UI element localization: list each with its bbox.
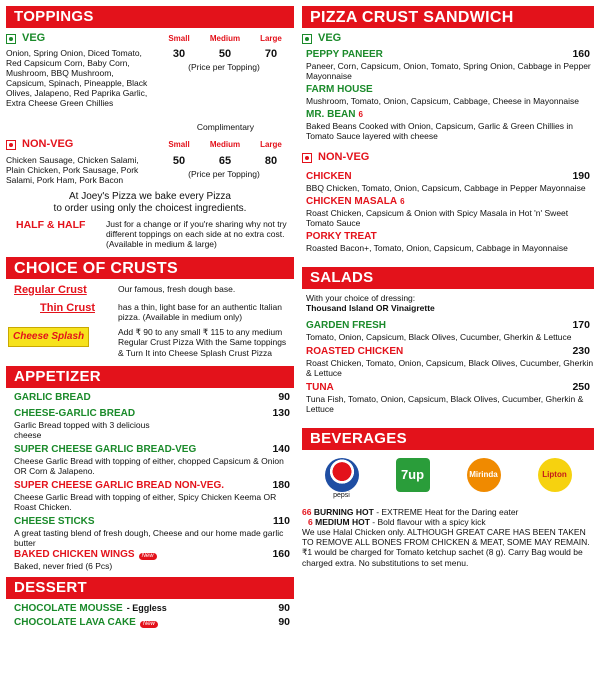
item-name: CHOCOLATE MOUSSE bbox=[14, 602, 123, 614]
left-column bbox=[6, 6, 294, 629]
item-name: PEPPY PANEER bbox=[306, 49, 383, 60]
item-desc: Mushroom, Tomato, Onion, Capsicum, Cabbage, Cheese in Mayonnaise bbox=[306, 96, 579, 107]
item-desc: Cheese Garlic Bread with topping of either, chopped Capsicum & Onion OR Corn & Jalapeno. bbox=[14, 455, 284, 476]
item-price: 130 bbox=[272, 406, 290, 419]
half-title: HALF & HALF bbox=[16, 218, 86, 231]
item-desc: Tuna Fish, Tomato, Onion, Capsicum, Black Olives, Cucumber, Gherkin & Lettuce bbox=[306, 394, 584, 415]
item-name: ROASTED CHICKEN bbox=[306, 346, 404, 358]
item-price: 90 bbox=[278, 615, 290, 628]
price-small: 50 bbox=[172, 154, 186, 167]
chili-icon: 6 bbox=[358, 110, 363, 120]
nonveg-size-headers bbox=[156, 140, 294, 150]
mirinda-logo bbox=[459, 458, 509, 500]
veg-toppings-block bbox=[6, 48, 294, 133]
item-suffix: - Eggless bbox=[126, 602, 167, 613]
cheese-splash-logo: Cheese Splash bbox=[8, 327, 89, 347]
item-desc: Roasted Bacon+, Tomato, Onion, Capsicum, Cabbage in Mayonnaise bbox=[306, 243, 568, 254]
sevenup-icon: 7up bbox=[396, 458, 430, 492]
nonveg-topping-prices bbox=[154, 155, 294, 168]
dessert-list bbox=[6, 602, 294, 629]
size-small: Small bbox=[168, 140, 190, 150]
burning-hot-note bbox=[302, 507, 594, 517]
disclaimer: We use Halal Chicken only. ALTHOUGH GREAT CARE HAS BEEN TAKEN TO REMOVE ALL BONES FROM CHICKEN & MEAT, SOME MAY REMAIN. ₹1 would be charged for Tomato ketchup sachet (8 g). Carry Bag would be charged extra. No substitutions to set menu. bbox=[302, 527, 590, 568]
item-desc: Paneer, Corn, Capsicum, Onion, Tomato, Spring Onion, Cabbage in Pepper Mayonnaise bbox=[306, 61, 591, 82]
list-item bbox=[306, 109, 594, 121]
pepsi-icon bbox=[325, 458, 359, 492]
sandwich-nonveg-list bbox=[302, 170, 594, 253]
new-badge: New bbox=[140, 621, 158, 628]
item-desc: Tomato, Onion, Capsicum, Black Olives, Cucumber, Gherkin & Lettuce bbox=[306, 332, 572, 343]
list-item bbox=[306, 231, 594, 243]
item-name: GARLIC BREAD bbox=[14, 391, 91, 403]
item-price: 140 bbox=[272, 442, 290, 455]
crust-text: Add ₹ 90 to any small ₹ 115 to any medium Regular Crust Pizza With the Same toppings & Turn It into Cheese Splash Crust Pizza bbox=[118, 327, 287, 358]
salads-list bbox=[302, 293, 594, 414]
toppings-nonveg-label: NON-VEG bbox=[22, 138, 74, 151]
chili-icon: 66 bbox=[302, 506, 312, 517]
crust-name: Regular Crust bbox=[14, 283, 87, 296]
item-name: FARM HOUSE bbox=[306, 84, 373, 96]
item-name: BAKED CHICKEN WINGS bbox=[14, 548, 135, 560]
item-name: PORKY TREAT bbox=[306, 231, 377, 243]
right-column bbox=[302, 6, 594, 568]
joey-line-2: to order using only the choicest ingredients. bbox=[53, 203, 247, 215]
salads-dressing: Thousand Island OR Vinaigrette bbox=[306, 303, 435, 314]
list-item bbox=[14, 443, 294, 456]
item-price: 90 bbox=[278, 390, 290, 403]
crust-cheese-splash bbox=[6, 327, 294, 358]
sevenup-logo bbox=[388, 458, 438, 500]
list-item bbox=[14, 391, 294, 404]
item-price: 250 bbox=[572, 381, 590, 394]
list-item bbox=[14, 602, 294, 615]
list-item bbox=[14, 479, 294, 492]
item-name: CHEESE-GARLIC BREAD bbox=[14, 407, 136, 419]
price-large: 80 bbox=[264, 154, 278, 167]
list-item bbox=[14, 515, 294, 528]
mirinda-icon: Mirinda bbox=[467, 458, 501, 492]
crust-regular bbox=[6, 284, 294, 297]
sandwich-nonveg-label: NON-VEG bbox=[318, 150, 370, 163]
sandwich-veg-label: VEG bbox=[318, 31, 342, 44]
list-item bbox=[306, 48, 594, 61]
drinks-row bbox=[302, 458, 594, 500]
size-large: Large bbox=[260, 33, 282, 43]
list-item bbox=[306, 345, 594, 358]
sandwich-veg-list bbox=[302, 48, 594, 141]
toppings-nonveg-row bbox=[6, 139, 294, 152]
chili-icon: 6 bbox=[308, 516, 313, 527]
list-item bbox=[14, 616, 294, 629]
toppings-header: TOPPINGS bbox=[6, 6, 294, 28]
item-name: MR. BEAN bbox=[306, 109, 356, 121]
item-desc: Roast Chicken, Tomato, Onion, Capsicum, Black Olives, Cucumber, Gherkin & Lettuce bbox=[306, 358, 594, 379]
item-desc: Roast Chicken, Capsicum & Onion with Spicy Masala in Hot 'n' Sweet Tomato Sauce bbox=[306, 208, 569, 229]
veg-size-headers bbox=[156, 34, 294, 44]
nonveg-mark-icon bbox=[302, 153, 312, 163]
item-desc: Baked, never fried (6 Pcs) bbox=[14, 560, 113, 571]
item-price: 160 bbox=[572, 48, 590, 60]
veg-price-note: (Price per Topping) bbox=[188, 62, 260, 73]
sandwich-veg-row bbox=[302, 32, 594, 45]
item-price: 170 bbox=[572, 319, 590, 332]
toppings-veg-row bbox=[6, 32, 294, 45]
nonveg-toppings-list: Chicken Sausage, Chicken Salami, Plain Chicken, Pork Sausage, Pork Salami, Pork Ham, Pork Bacon bbox=[6, 154, 139, 185]
veg-topping-prices bbox=[154, 48, 294, 61]
lipton-icon: Lipton bbox=[538, 458, 572, 492]
item-price: 180 bbox=[272, 478, 290, 491]
appetizer-header: APPETIZER bbox=[6, 366, 294, 388]
price-medium: 50 bbox=[218, 48, 232, 60]
joey-tagline bbox=[6, 191, 294, 216]
item-price: 160 bbox=[272, 547, 290, 560]
burning-title: BURNING HOT bbox=[313, 506, 374, 517]
size-medium: Medium bbox=[209, 140, 241, 150]
half-text: Just for a change or if you're sharing why not try different toppings on each side at no extra cost. (Available in medium & large) bbox=[106, 218, 287, 249]
sandwich-nonveg-row bbox=[302, 151, 594, 164]
appetizer-list bbox=[6, 391, 294, 571]
item-price: 110 bbox=[273, 514, 290, 527]
burning-text: - EXTREME Heat for the Daring eater bbox=[373, 506, 519, 517]
item-price: 190 bbox=[572, 170, 590, 183]
crusts-header: CHOICE OF CRUSTS bbox=[6, 257, 294, 279]
drink-label: pepsi bbox=[333, 492, 350, 500]
item-name: CHICKEN bbox=[306, 171, 352, 183]
price-medium: 65 bbox=[218, 154, 232, 167]
item-name: SUPER CHEESE GARLIC BREAD NON-VEG. bbox=[14, 479, 225, 491]
price-large: 70 bbox=[264, 48, 278, 60]
list-item bbox=[306, 381, 594, 394]
item-name: CHOCOLATE LAVA CAKE bbox=[14, 616, 136, 628]
complimentary-note: Complimentary bbox=[196, 122, 254, 133]
dessert-header: DESSERT bbox=[6, 577, 294, 599]
nonveg-toppings-block bbox=[6, 155, 294, 185]
footer-notes bbox=[302, 507, 594, 568]
list-item bbox=[306, 84, 594, 96]
list-item bbox=[14, 407, 294, 420]
crust-thin bbox=[6, 302, 294, 322]
medium-title: MEDIUM HOT bbox=[315, 516, 370, 527]
lipton-logo bbox=[530, 458, 580, 500]
item-name: GARDEN FRESH bbox=[306, 320, 387, 332]
item-name: CHICKEN MASALA bbox=[306, 196, 398, 208]
size-small: Small bbox=[168, 33, 190, 43]
list-item bbox=[306, 319, 594, 332]
veg-mark-icon bbox=[302, 34, 312, 44]
medium-hot-note bbox=[302, 517, 594, 527]
item-name: TUNA bbox=[306, 382, 334, 394]
nonveg-price-note: (Price per Topping) bbox=[188, 168, 260, 179]
item-desc: Baked Beans Cooked with Onion, Capsicum, Garlic & Green Chillies in Tomato Sauce layered with cheese bbox=[306, 121, 573, 142]
item-price: 90 bbox=[278, 601, 290, 614]
item-desc: Cheese Garlic Bread with topping of either, Spicy Chicken Keema OR Roast Chicken. bbox=[14, 491, 277, 512]
pepsi-logo bbox=[317, 458, 367, 500]
item-desc: BBQ Chicken, Tomato, Onion, Capsicum, Cabbage in Pepper Mayonnaise bbox=[306, 183, 586, 194]
size-medium: Medium bbox=[209, 33, 241, 43]
half-and-half bbox=[6, 219, 294, 249]
crust-name: Thin Crust bbox=[40, 301, 95, 314]
new-badge: New bbox=[139, 553, 157, 560]
veg-toppings-list: Onion, Spring Onion, Diced Tomato, Red Capsicum Corn, Baby Corn, Mushroom, BBQ Mushroom, Capsicum, Spinach, Pineapple, Black Olives, Jalapeno, Red Paprika Garlic, Extra Cheese Green Chillies bbox=[6, 48, 148, 109]
beverages-header: BEVERAGES bbox=[302, 428, 594, 450]
price-small: 30 bbox=[172, 48, 186, 60]
salads-intro: With your choice of dressing: bbox=[306, 293, 416, 304]
joey-line-1: At Joey's Pizza we bake every Pizza bbox=[69, 190, 231, 202]
chili-icon: 6 bbox=[400, 197, 405, 207]
crust-text: Our famous, fresh dough base. bbox=[118, 283, 236, 294]
size-large: Large bbox=[260, 140, 282, 150]
item-price: 230 bbox=[572, 345, 590, 358]
list-item bbox=[306, 196, 594, 208]
crust-text: has a thin, light base for an authentic Italian pizza. (Available in medium only) bbox=[118, 301, 282, 323]
veg-mark-icon bbox=[6, 34, 16, 44]
list-item bbox=[306, 170, 594, 183]
list-item bbox=[14, 548, 294, 561]
item-desc: A great tasting blend of fresh dough, Cheese and our home made garlic butter bbox=[14, 527, 284, 548]
sandwich-header: PIZZA CRUST SANDWICH bbox=[302, 6, 594, 28]
salads-header: SALADS bbox=[302, 267, 594, 289]
medium-text: - Bold flavour with a spicy kick bbox=[369, 516, 486, 527]
item-desc: Garlic Bread topped with 3 delicious cheese bbox=[14, 419, 150, 440]
nonveg-mark-icon bbox=[6, 140, 16, 150]
item-name: CHEESE STICKS bbox=[14, 515, 95, 527]
item-name: SUPER CHEESE GARLIC BREAD-VEG bbox=[14, 443, 197, 455]
toppings-veg-label: VEG bbox=[22, 31, 46, 44]
